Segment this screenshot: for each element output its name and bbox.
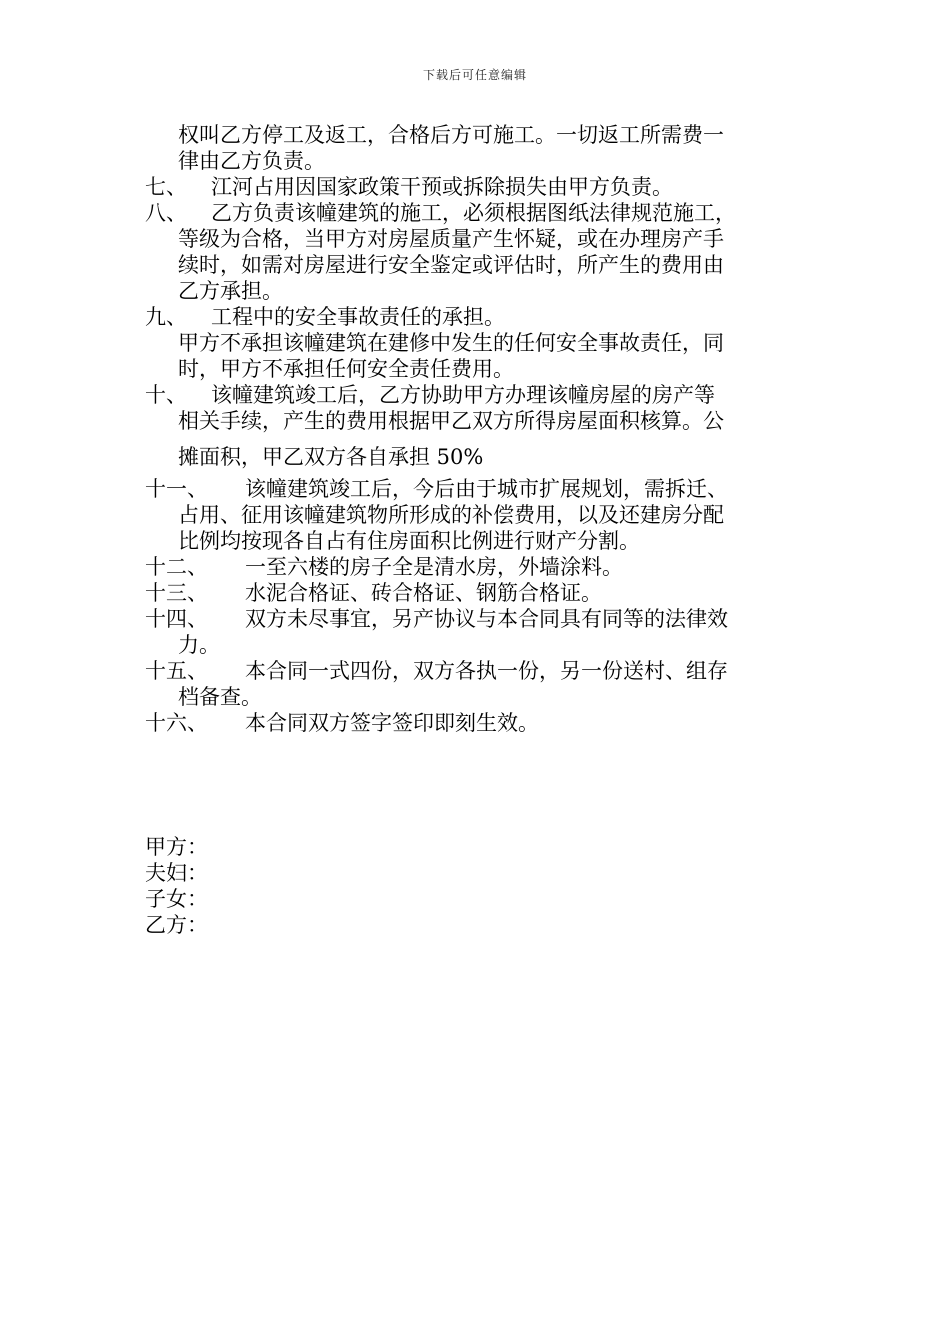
clause-line: 时，甲方不承担任何安全责任费用。 [178, 357, 514, 381]
clause-line: 甲方不承担该幢建筑在建修中发生的任何安全事故责任，同 [178, 331, 724, 355]
clause-item [145, 174, 825, 200]
clause-item [145, 476, 825, 554]
clause-item [145, 710, 825, 736]
clause-number: 十六、 [145, 711, 208, 735]
clause-list [145, 122, 825, 736]
signature-label: 乙方： [145, 913, 208, 937]
clause-number: 八、 [145, 201, 187, 225]
clause-line: 律由乙方负责。 [178, 149, 325, 173]
clause-item [145, 304, 825, 382]
clause-line: 该幢建筑竣工后，乙方协助甲方办理该幢房屋的房产等 [211, 383, 715, 407]
clause-line: 该幢建筑竣工后，今后由于城市扩展规划，需拆迁、 [245, 477, 728, 501]
clause-item [145, 200, 825, 304]
signature-line [145, 912, 825, 938]
clause-number: 七、 [145, 175, 187, 199]
signature-label: 夫妇： [145, 861, 208, 885]
clause-number: 十一、 [145, 477, 208, 501]
clause-item [145, 606, 825, 658]
clause-line: 乙方负责该幢建筑的施工，必须根据图纸法律规范施工， [211, 201, 736, 225]
clause-line: 乙方承担。 [178, 279, 283, 303]
clause-number: 九、 [145, 305, 187, 329]
signature-line [145, 886, 825, 912]
signature-line [145, 860, 825, 886]
signature-block [145, 834, 825, 938]
clause-item [145, 444, 825, 470]
clause-line: 双方未尽事宜，另产协议与本合同具有同等的法律效 [245, 607, 728, 631]
clause-number: 十三、 [145, 581, 208, 605]
page-header: 下载后可任意编辑 [422, 68, 527, 82]
signature-label: 甲方： [145, 835, 208, 859]
clause-number: 十二、 [145, 555, 208, 579]
clause-line: 水泥合格证、砖合格证、钢筋合格证。 [245, 581, 602, 605]
clause-line: 江河占用因国家政策干预或拆除损失由甲方负责。 [211, 175, 673, 199]
signature-line [145, 834, 825, 860]
clause-number: 十五、 [145, 659, 208, 683]
document-body [145, 122, 825, 938]
clause-line: 摊面积，甲乙双方各自承担 50% [178, 445, 484, 469]
clause-line: 等级为合格，当甲方对房屋质量产生怀疑，或在办理房产手 [178, 227, 724, 251]
clause-line: 一至六楼的房子全是清水房，外墙涂料。 [245, 555, 623, 579]
clause-item [145, 382, 825, 434]
clause-item [145, 658, 825, 710]
clause-line: 力。 [178, 633, 220, 657]
clause-line: 续时，如需对房屋进行安全鉴定或评估时，所产生的费用由 [178, 253, 724, 277]
clause-item [145, 554, 825, 580]
clause-line: 工程中的安全事故责任的承担。 [211, 305, 505, 329]
clause-number: 十、 [145, 383, 187, 407]
clause-line: 本合同一式四份，双方各执一份，另一份送村、组存 [245, 659, 728, 683]
clause-line: 相关手续，产生的费用根据甲乙双方所得房屋面积核算。公 [178, 409, 724, 433]
clause-number: 十四、 [145, 607, 208, 631]
clause-item [145, 580, 825, 606]
signature-label: 子女： [145, 887, 208, 911]
clause-line: 本合同双方签字签印即刻生效。 [245, 711, 539, 735]
clause-item [145, 122, 825, 174]
clause-line: 档备查。 [178, 685, 262, 709]
clause-line: 比例均按现各自占有住房面积比例进行财产分割。 [178, 529, 640, 553]
clause-line: 占用、征用该幢建筑物所形成的补偿费用，以及还建房分配 [178, 503, 724, 527]
clause-line: 权叫乙方停工及返工，合格后方可施工。一切返工所需费一 [178, 123, 724, 147]
